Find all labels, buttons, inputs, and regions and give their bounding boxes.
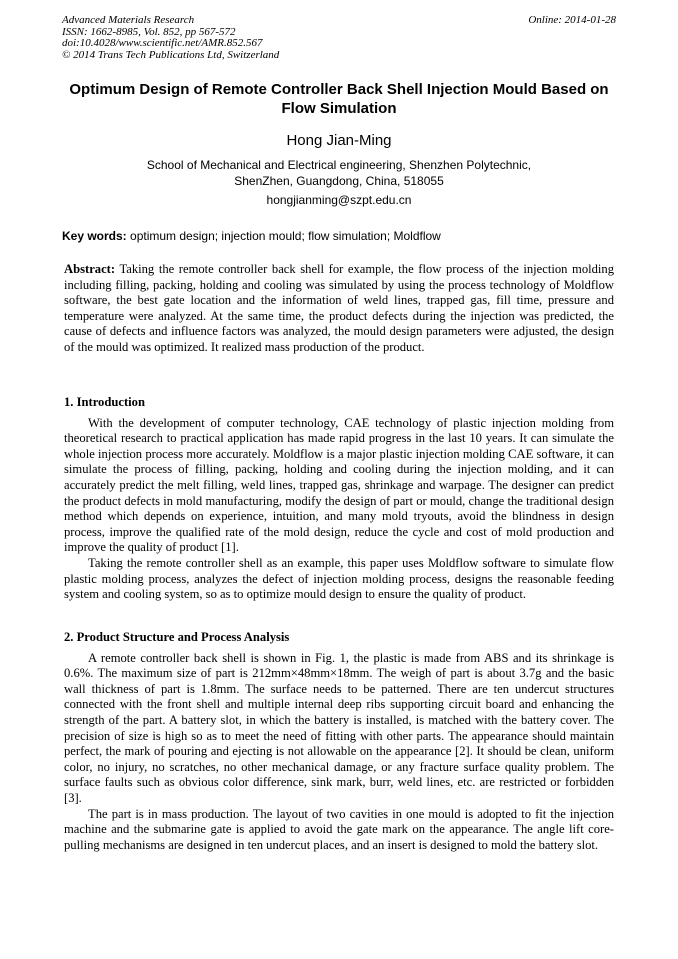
email: hongjianming@szpt.edu.cn xyxy=(266,193,412,207)
doi: doi:10.4028/www.scientific.net/AMR.852.567 xyxy=(62,37,263,49)
section-heading: 1. Introduction xyxy=(64,395,145,409)
author: Hong Jian-Ming xyxy=(286,132,392,149)
paper-title: Optimum Design of Remote Controller Back Shell Injection Mould Based on Flow Simulation xyxy=(69,81,609,117)
affiliation xyxy=(62,157,616,189)
online-date: Online: 2014-01-28 xyxy=(528,14,616,26)
page-header xyxy=(62,15,616,61)
abstract xyxy=(64,262,614,356)
section-introduction xyxy=(64,395,614,603)
issn: ISSN: 1662-8985, Vol. 852, pp 567-572 xyxy=(62,25,236,38)
section-heading: 2. Product Structure and Process Analysis xyxy=(64,630,290,644)
keywords-label: Key words: xyxy=(62,229,127,243)
section-product-structure xyxy=(64,630,614,853)
paragraph: A remote controller back shell is shown in Fig. 1, the plastic is made from ABS and its shrinkage is 0.6%. The maximum size of part is 212mm×48mm×18mm. The weigh of part is about 3.7g and the basic wall thickness of part is 1.8mm. The surface needs to be patterned. There are ten undercut structures connected with the front shell and multiple internal deep ribs supporting circuit board and enhancing the strength of the part. A battery slot, in which the battery is installed, is matched with the battery cover. The precision of size is high so as to meet the need of fitting with other parts. The appearance should maintain perfect, the mark of pouring and ejecting is not allowable on the appearance [2]. It should be clean, uniform color, no injury, no scratches, no other mechanical damage, or any fracture surface quality problem. The surface faults such as obvious color difference, sink mark, burr, weld lines, etc. are restricted or forbidden [3]. xyxy=(64,650,614,805)
journal-name: Advanced Materials Research xyxy=(62,14,195,26)
keywords-text: optimum design; injection mould; flow simulation; Moldflow xyxy=(130,229,441,243)
affiliation-line-1: School of Mechanical and Electrical engineering, Shenzhen Polytechnic, xyxy=(146,158,532,172)
abstract-text: Taking the remote controller back shell for example, the flow process of the injection molding including filling, packing, holding and cooling was simulated by using the process technology of Moldflow software, the best gate location and the information of weld lines, trapped gas, fill time, pressure and temperature were analyzed. At the same time, the product defects during the injection was predicted, the cause of defects and influence factors was analyzed, the mould design parameters were adjusted, the design of the mould was optimized. It realized mass production of the product. xyxy=(64,262,615,354)
copyright: © 2014 Trans Tech Publications Ltd, Switzerland xyxy=(62,48,280,61)
affiliation-line-2: ShenZhen, Guangdong, China, 518055 xyxy=(234,174,444,188)
abstract-label: Abstract: xyxy=(64,262,116,276)
keywords xyxy=(62,229,616,243)
paragraph: The part is in mass production. The layout of two cavities in one mould is adopted to fit the injection machine and the submarine gate is applied to avoid the gate mark on the appearance. The angle lift core-pulling mechanisms are designed in ten undercut places, and an insert is designed to mold the battery slot. xyxy=(64,806,614,852)
paragraph: With the development of computer technology, CAE technology of plastic injection molding from theoretical research to practical application has made rapid progress in the last 10 years. It can simulate the whole injection process more accurately. Moldflow is a major plastic injection molding CAE software, it can simulate the process of filling, packing, holding and cooling during the injection molding, and it can accurately predict the melt filling, weld lines, trapped gas, shrinkage and warpage. The designer can predict the product defects in mold manufacturing, modify the design of part or mould, change the traditional design method which depends on experience, intuition, and many mold tryouts, avoid the blindness in design process, improve the qualified rate of the mold design, reduce the cycle and cost of mold production and improve the quality of product [1]. xyxy=(64,415,614,555)
paragraph: Taking the remote controller shell as an example, this paper uses Moldflow software to simulate flow plastic molding process, analyzes the defect of injection molding process, designs the reasonable feeding system and cooling system, so as to optimize mould design to ensure the quality of product. xyxy=(64,555,614,602)
